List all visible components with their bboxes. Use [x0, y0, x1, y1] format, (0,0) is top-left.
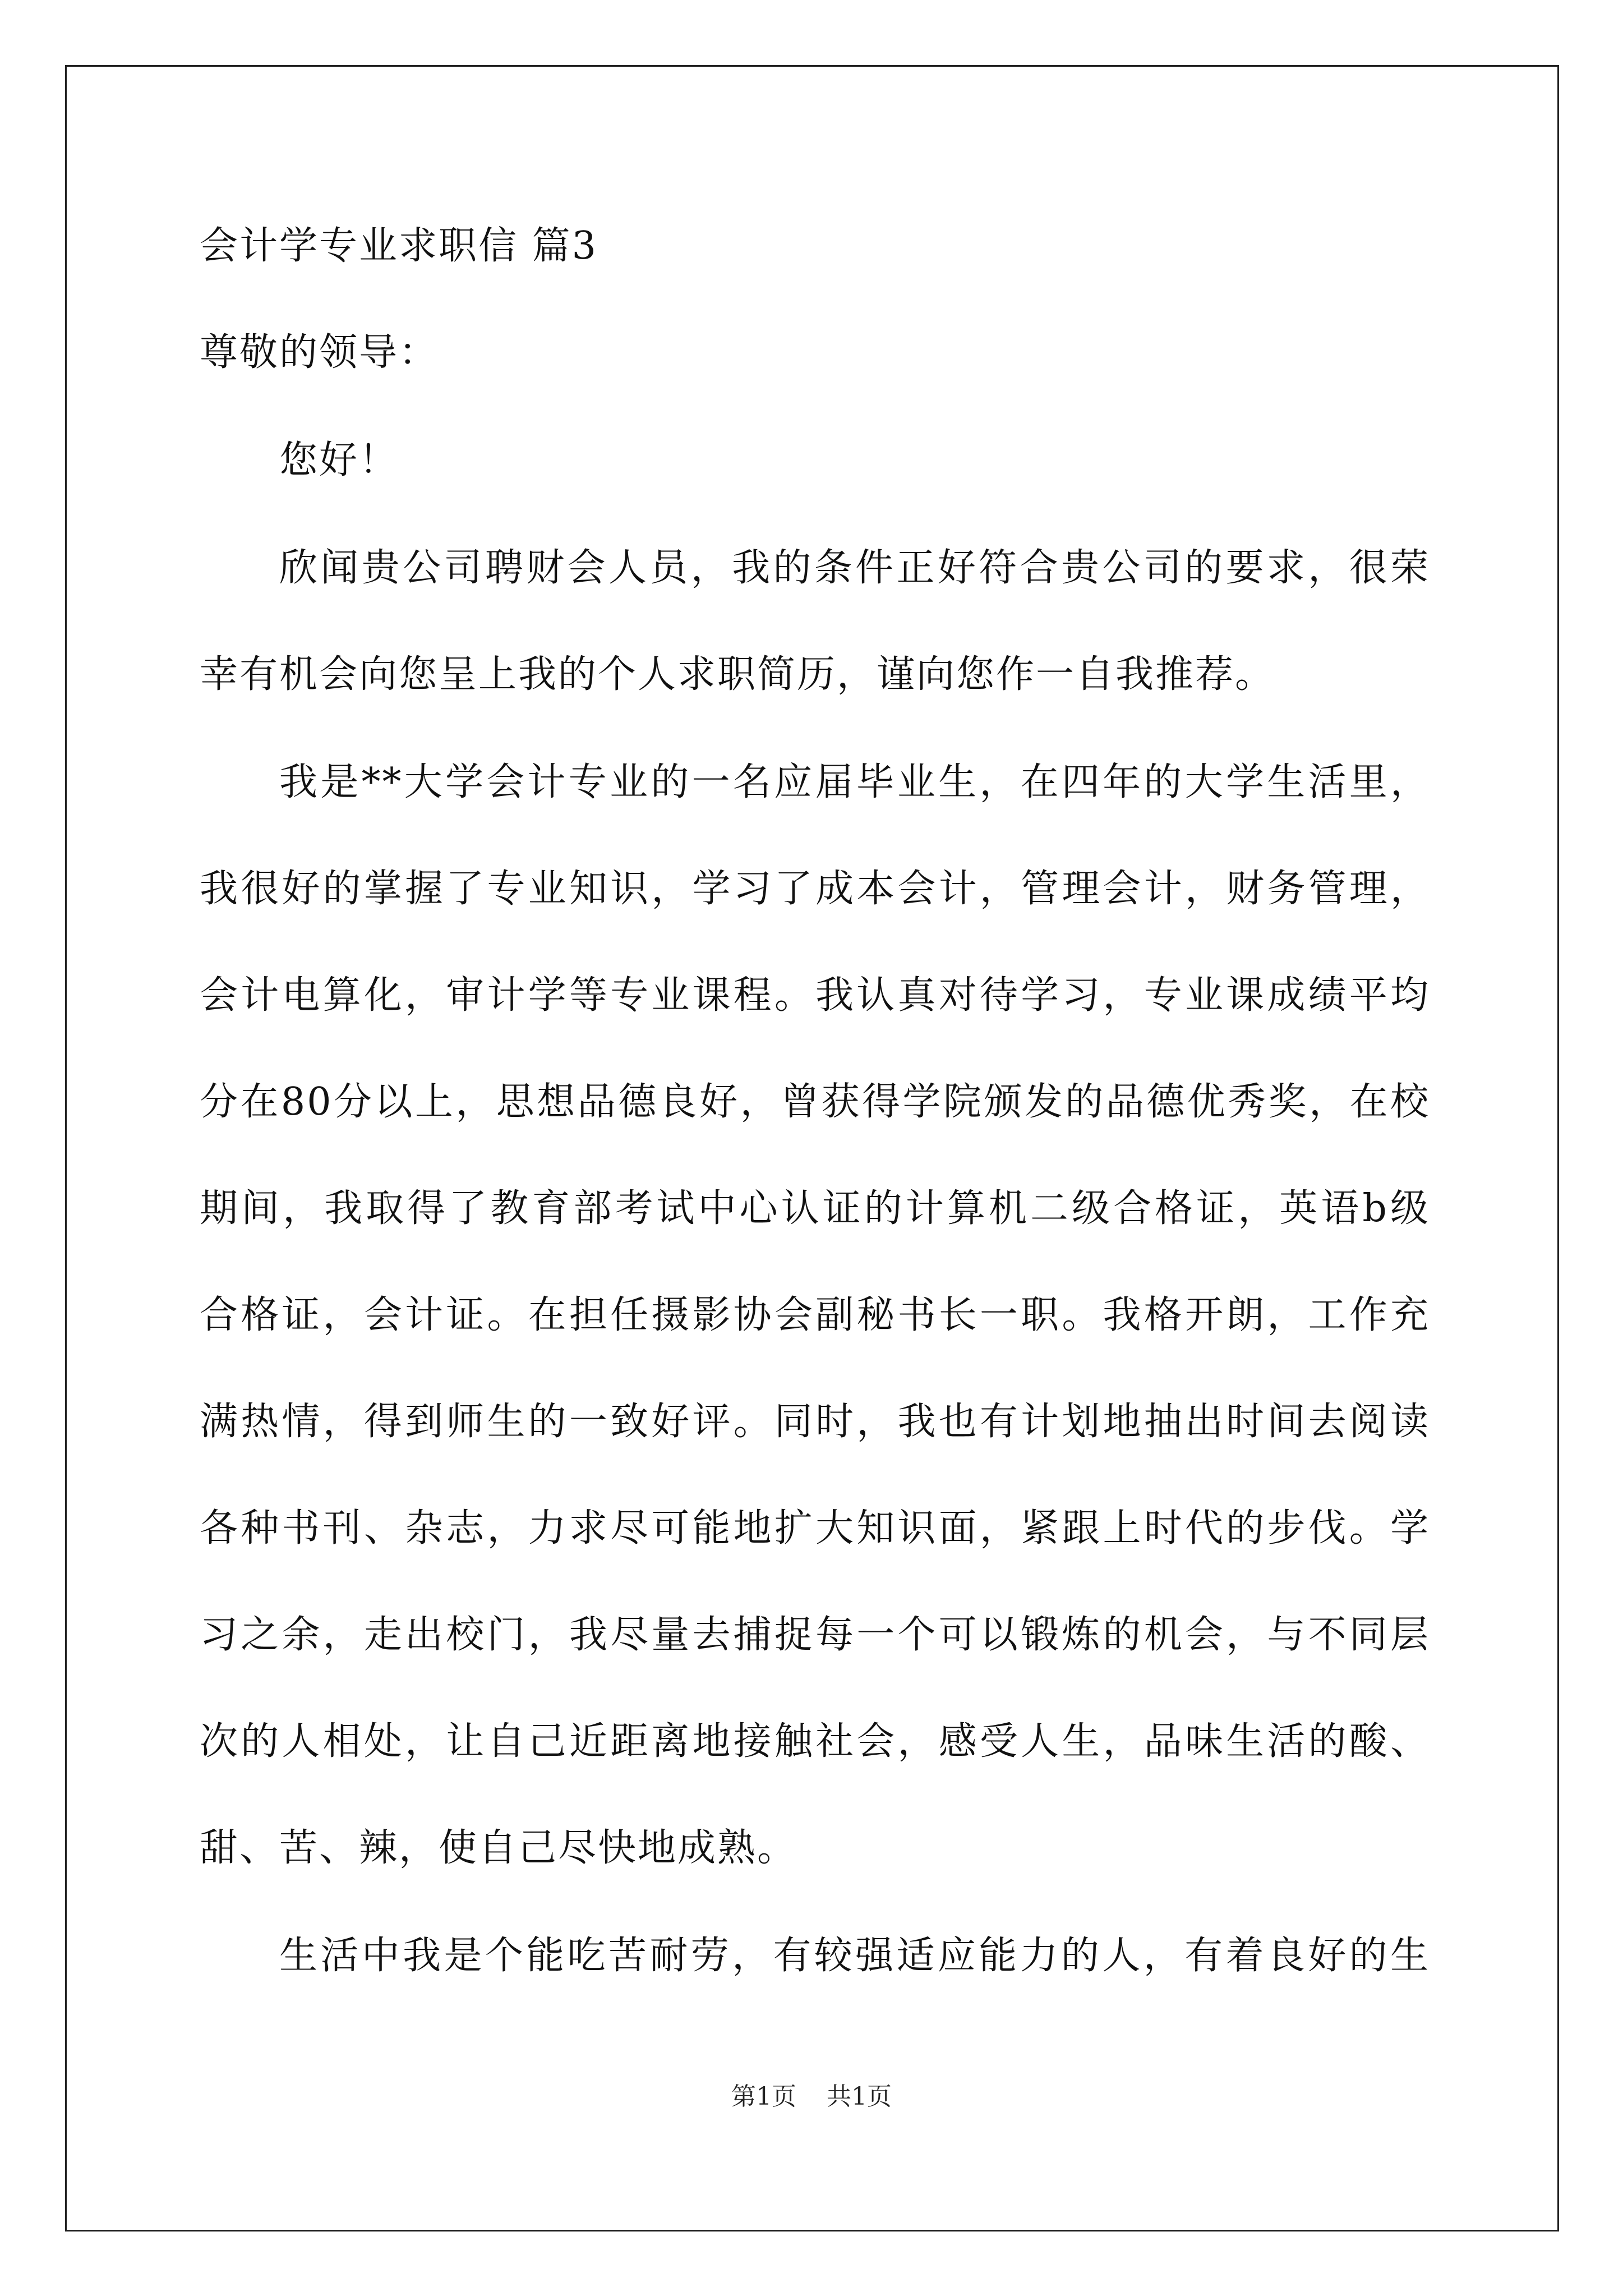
paragraph-line: 我是**大学会计专业的一名应届毕业生，在四年的大学生活里，: [279, 760, 1430, 804]
paragraph-line: 我很好的掌握了专业知识，学习了成本会计，管理会计，财务管理，: [200, 867, 1430, 911]
paragraph-line: 各种书刊、杂志，力求尽可能地扩大知识面，紧跟上时代的步伐。学: [200, 1506, 1430, 1550]
salutation: 尊敬的领导：: [200, 330, 439, 375]
paragraph-line: 期间，我取得了教育部考试中心认证的计算机二级合格证，英语b级: [200, 1186, 1430, 1231]
paragraph-line: 满热情，得到师生的一致好评。同时，我也有计划地抽出时间去阅读: [200, 1400, 1430, 1444]
paragraph-3: [200, 1931, 1430, 1981]
document-body: [200, 222, 1430, 1981]
page-footer: [0, 2081, 1623, 2113]
paragraph-line: 次的人相处，让自己近距离地接触社会，感受人生，品味生活的酸、: [200, 1719, 1430, 1764]
paragraph-line: 幸有机会向您呈上我的个人求职简历，谨向您作一自我推荐。: [200, 652, 1275, 697]
page-number: 第1页: [731, 2082, 796, 2111]
paragraph-line: 习之余，走出校门，我尽量去捕捉每一个可以锻炼的机会，与不同层: [200, 1613, 1430, 1657]
document-title: 会计学专业求职信 篇3: [200, 224, 598, 268]
paragraph-line: 会计电算化，审计学等专业课程。我认真对待学习，专业课成绩平均: [200, 973, 1430, 1018]
greeting: 您好！: [279, 438, 399, 482]
paragraph-1: [200, 544, 1430, 700]
paragraph-line: 甜、苦、辣，使自己尽快地成熟。: [200, 1826, 797, 1870]
paragraph-line: 合格证，会计证。在担任摄影协会副秘书长一职。我格开朗，工作充: [200, 1293, 1430, 1337]
paragraph-line: 欣闻贵公司聘财会人员，我的条件正好符合贵公司的要求，很荣: [279, 546, 1430, 590]
paragraph-2: [200, 758, 1430, 1873]
page-total: 共1页: [827, 2082, 892, 2111]
paragraph-line: 分在80分以上，思想品德良好，曾获得学院颁发的品德优秀奖，在校: [200, 1080, 1430, 1124]
paragraph-line: 生活中我是个能吃苦耐劳，有较强适应能力的人，有着良好的生: [279, 1934, 1430, 1978]
